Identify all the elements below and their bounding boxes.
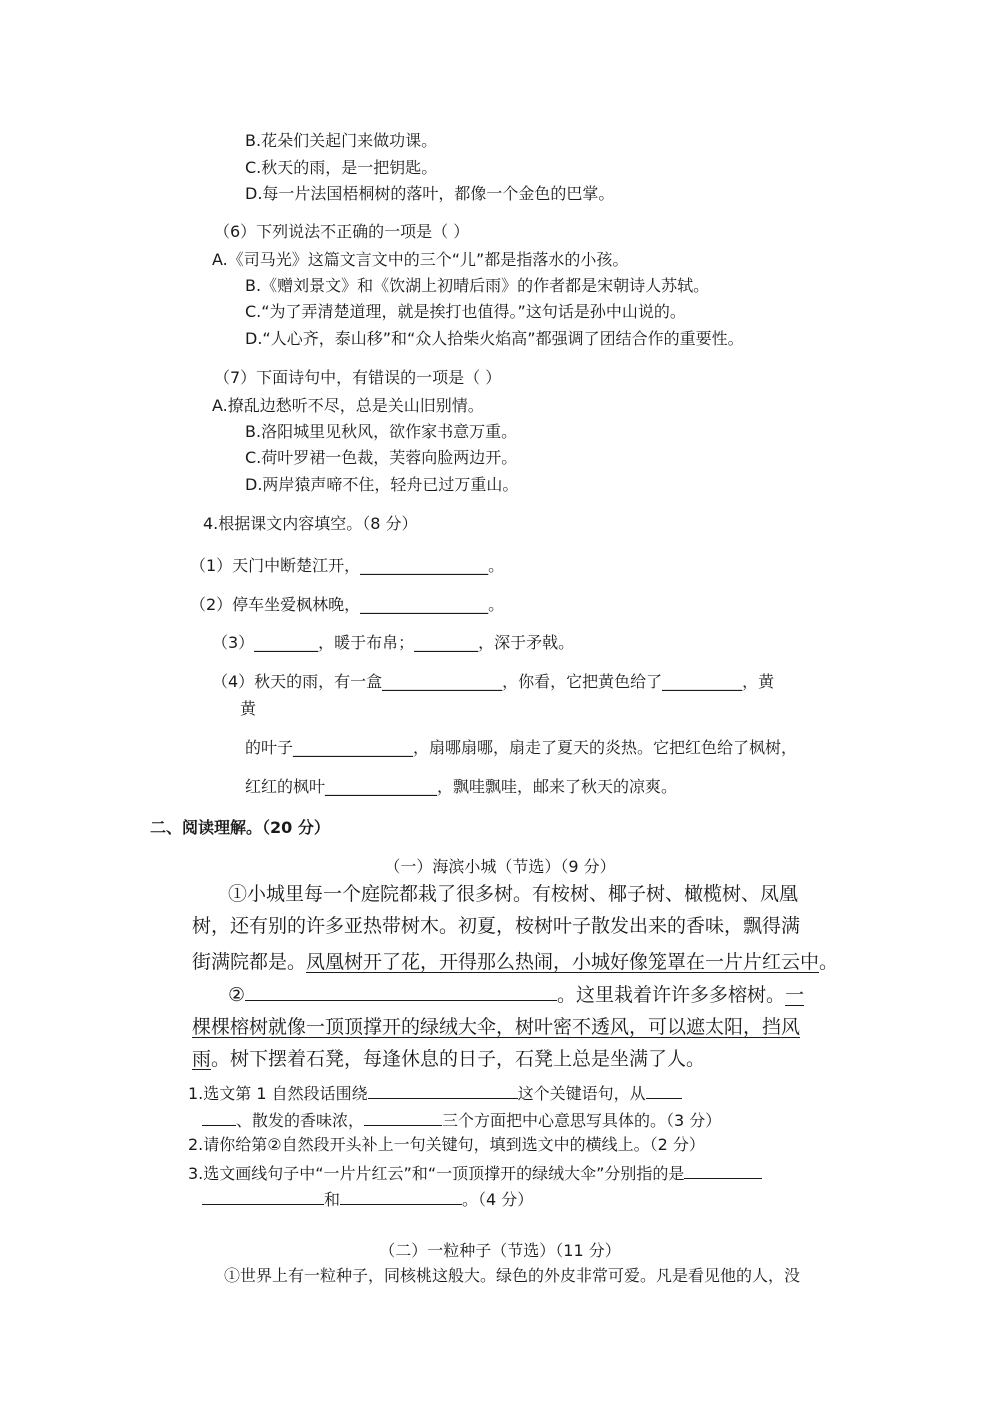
key-sentence-blank[interactable] bbox=[245, 984, 557, 1001]
q6-stem: （6）下列说法不正确的一项是（ ） bbox=[214, 222, 470, 241]
q5-option-b: B.花朵们关起门来做功课。 bbox=[245, 131, 438, 150]
q4-line-4-wrap: 黄 bbox=[240, 699, 257, 718]
p1-q1-blank-2[interactable] bbox=[646, 1082, 682, 1099]
q6-option-a: A.《司马光》这篇文言文中的三个“儿”都是指落水的小孩。 bbox=[212, 250, 629, 269]
p2-marker: ② bbox=[228, 984, 246, 1006]
underlined-sentence-end: 雨 bbox=[192, 1048, 212, 1070]
p1-q1-text-b: 这个关键语句，从 bbox=[517, 1084, 646, 1103]
q4-line-2: （2）停车坐爱枫林晚，________________。 bbox=[190, 595, 505, 614]
p1-line-3-end: 。 bbox=[819, 951, 839, 973]
q7-option-b: B.洛阳城里见秋风，欲作家书意万重。 bbox=[245, 422, 518, 441]
p1-question-1-cont bbox=[202, 1109, 721, 1131]
section-2-title: 二、阅读理解。（20 分） bbox=[150, 818, 330, 837]
p1-question-3 bbox=[188, 1162, 762, 1184]
q5-option-c: C.秋天的雨，是一把钥匙。 bbox=[245, 158, 438, 177]
passage-1-p1-line-1: ①小城里每一个庭院都栽了很多树。有桉树、椰子树、橄榄树、凤凰 bbox=[228, 883, 799, 905]
q4-title: 4.根据课文内容填空。（8 分） bbox=[203, 514, 418, 533]
q4-line-4: （4）秋天的雨，有一盒_______________，你看，它把黄色给了__________，黄 bbox=[212, 672, 775, 691]
q6-option-d: D.“人心齐，泰山移”和“众人拾柴火焰高”都强调了团结合作的重要性。 bbox=[245, 329, 744, 348]
passage-1-p2-line-1 bbox=[228, 983, 804, 1007]
p1-q1-text-c: 、散发的香味浓， bbox=[236, 1111, 365, 1130]
q5-option-d: D.每一片法国梧桐树的落叶，都像一个金色的巴掌。 bbox=[245, 184, 615, 203]
p2-line-3-text: 。树下摆着石凳，每逢休息的日子，石凳上总是坐满了人。 bbox=[211, 1048, 706, 1070]
q4-line-5: 的叶子_______________，扇哪扇哪，扇走了夏天的炎热。它把红色给了枫树， bbox=[245, 738, 798, 757]
passage-1-p2-line-3 bbox=[192, 1047, 705, 1071]
q6-option-c: C.“为了弄清楚道理，就是挨打也值得。”这句话是孙中山说的。 bbox=[245, 302, 686, 321]
q4-line-6: 红红的枫叶______________，飘哇飘哇，邮来了秋天的凉爽。 bbox=[245, 777, 678, 796]
q7-stem: （7）下面诗句中，有错误的一项是（ ） bbox=[214, 368, 502, 387]
passage-2-title: （二）一粒种子（节选）（11 分） bbox=[379, 1241, 621, 1260]
q4-line-1: （1）天门中断楚江开，________________。 bbox=[190, 556, 505, 575]
q6-option-b: B.《赠刘景文》和《饮湖上初晴后雨》的作者都是宋朝诗人苏轼。 bbox=[245, 276, 710, 295]
p2-line-1-text: 。这里栽着许许多多榕树。 bbox=[557, 984, 786, 1006]
q7-option-c: C.荷叶罗裙一色裁，芙蓉向脸两边开。 bbox=[245, 448, 518, 467]
passage-1-p1-line-2: 树，还有别的许多亚热带树木。初夏，桉树叶子散发出来的香味，飘得满 bbox=[192, 915, 801, 937]
underlined-sentence-green-umbrella: 棵棵榕树就像一顶顶撑开的绿绒大伞，树叶密不透风，可以遮太阳，挡风 bbox=[192, 1016, 801, 1038]
p1-q3-blank-1[interactable] bbox=[684, 1162, 762, 1179]
underlined-sentence-start: 一 bbox=[785, 984, 805, 1006]
p1-q3-text-a: 3.选文画线句子中“一片片红云”和“一顶顶撑开的绿绒大伞”分别指的是 bbox=[188, 1164, 685, 1183]
p1-q1-text-a: 1.选文第 1 自然段话围绕 bbox=[188, 1084, 368, 1103]
p1-q3-text-c: 。（4 分） bbox=[462, 1190, 534, 1209]
p1-q1-text-d: 三个方面把中心意思写具体的。（3 分） bbox=[442, 1111, 722, 1130]
q7-option-a: A.撩乱边愁听不尽，总是关山旧别情。 bbox=[212, 396, 484, 415]
q7-option-d: D.两岸猿声啼不住，轻舟已过万重山。 bbox=[245, 475, 519, 494]
p1-q1-blank-2-cont[interactable] bbox=[202, 1109, 236, 1126]
p1-question-1 bbox=[188, 1082, 682, 1104]
passage-1-p1-line-3 bbox=[192, 950, 838, 974]
underlined-sentence-red-clouds: 凤凰树开了花，开得那么热闹，小城好像笼罩在一片片红云中 bbox=[306, 951, 820, 973]
p1-q1-blank-1[interactable] bbox=[368, 1082, 518, 1099]
p1-question-2: 2.请你给第②自然段开头补上一句关键句，填到选文中的横线上。（2 分） bbox=[188, 1135, 705, 1154]
p1-q3-blank-2[interactable] bbox=[340, 1188, 462, 1205]
p1-line-3-text: 街满院都是。 bbox=[192, 951, 307, 973]
passage-2-p1-line-1: ①世界上有一粒种子，同核桃这般大。绿色的外皮非常可爱。凡是看见他的人，没 bbox=[224, 1266, 801, 1285]
passage-1-title: （一）海滨小城（节选）（9 分） bbox=[384, 857, 616, 876]
q4-line-3: （3）________，暖于布帛；________，深于矛戟。 bbox=[212, 633, 575, 652]
p1-q1-blank-3[interactable] bbox=[364, 1109, 442, 1126]
p1-q3-text-b: 和 bbox=[324, 1190, 341, 1209]
p1-q3-blank-1-cont[interactable] bbox=[202, 1188, 324, 1205]
p1-question-3-cont bbox=[202, 1188, 533, 1210]
